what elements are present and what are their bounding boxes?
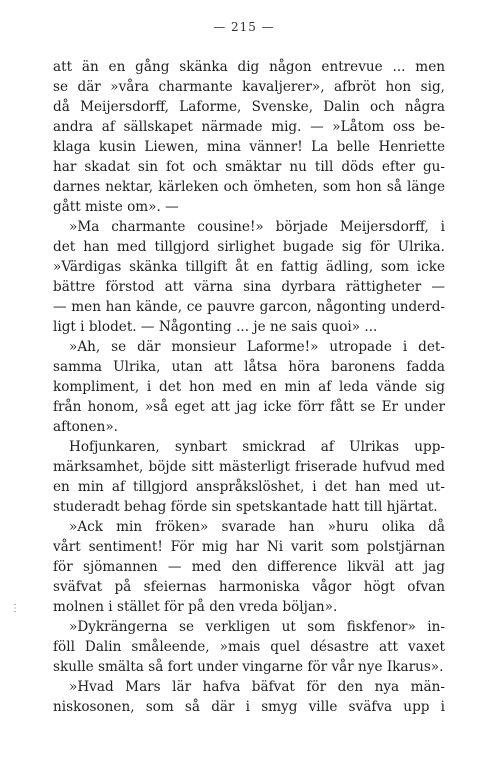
text-line: föll Dalin småleende, »mais quel désastre att vaxet	[53, 639, 445, 655]
text-line: att än en gång skänka dig någon entrevue ... men	[53, 59, 445, 75]
text-line: gått miste om». —	[53, 199, 179, 215]
margin-mark: ⋮	[10, 603, 20, 614]
text-line: från honom, »så eget att jag icke förr fått se Er under	[53, 399, 445, 415]
text-line: »Ah, se där monsieur Laforme!» utropade i det-	[69, 339, 445, 355]
text-line: det han med tillgjord sirlighet bugade sig för Ulrika.	[53, 239, 445, 255]
text-line: samma Ulrika, utan att låtsa höra baronens fadda	[53, 359, 445, 375]
text-line: sväfvat på sfeiernas harmoniska vågor högt ofvan	[53, 579, 445, 595]
text-line: har skadat sin fot och smäktar nu till döds efter gu-	[53, 159, 445, 175]
text-line: »Ack min fröken» svarade han »huru olika då	[69, 519, 445, 535]
text-line: bättre förstod att värna sina dyrbara rättigheter —	[53, 279, 445, 295]
text-line: se där »våra charmante kavaljerer», afbröt hon sig,	[53, 79, 445, 95]
text-line: »Värdigas skänka tillgift åt en fattig ädling, som icke	[53, 259, 445, 275]
text-line: aftonen».	[53, 419, 118, 435]
text-line: klaga kusin Liewen, mina vänner! La belle Henriette	[53, 139, 445, 155]
text-line: Hofjunkaren, synbart smickrad af Ulrikas upp-	[69, 439, 445, 455]
text-line: — men han kände, ce pauvre garcon, någonting underd-	[53, 299, 445, 315]
text-line: skulle smälta så fort under vingarne för vår nye Ikarus».	[53, 659, 444, 675]
text-line: »Hvad Mars lär hafva bäfvat för den nya män-	[69, 679, 445, 695]
text-line: kompliment, i det hon med en min af leda vände sig	[53, 379, 445, 395]
text-line: för sjömannen — med den difference likväl att jag	[53, 559, 445, 575]
text-line: en min af tillgjord anspråkslöshet, i det han med ut-	[53, 479, 445, 495]
text-line: »Ma charmante cousine!» började Meijersdorff, i	[69, 219, 445, 235]
page-number: — 215 —	[213, 20, 275, 34]
text-line: niskosonen, som så där i smyg ville sväfva upp i	[53, 699, 445, 715]
text-line: ligt i blodet. — Någonting ... je ne sais quoi» ...	[53, 319, 378, 335]
text-line: molnen i stället för på den vreda böljan».	[53, 599, 338, 615]
text-line: »Dykrängerna se verkligen ut som fiskfenor» in-	[69, 619, 445, 635]
text-line: studeradt behag förde sin spetskantade hatt till hjärtat.	[53, 499, 438, 515]
text-line: darnes nektar, kärleken och ömheten, som hon så länge	[53, 179, 445, 195]
text-line: vårt sentiment! För mig har Ni varit som polstjärnan	[53, 539, 445, 555]
text-line: andra af sällskapet närmade mig. — »Låtom oss be-	[53, 119, 445, 135]
body-text	[53, 57, 445, 717]
text-line: märksamhet, böjde sitt mästerligt friserade hufvud med	[53, 459, 445, 475]
text-line: då Meijersdorff, Laforme, Svenske, Dalin och några	[53, 99, 445, 115]
